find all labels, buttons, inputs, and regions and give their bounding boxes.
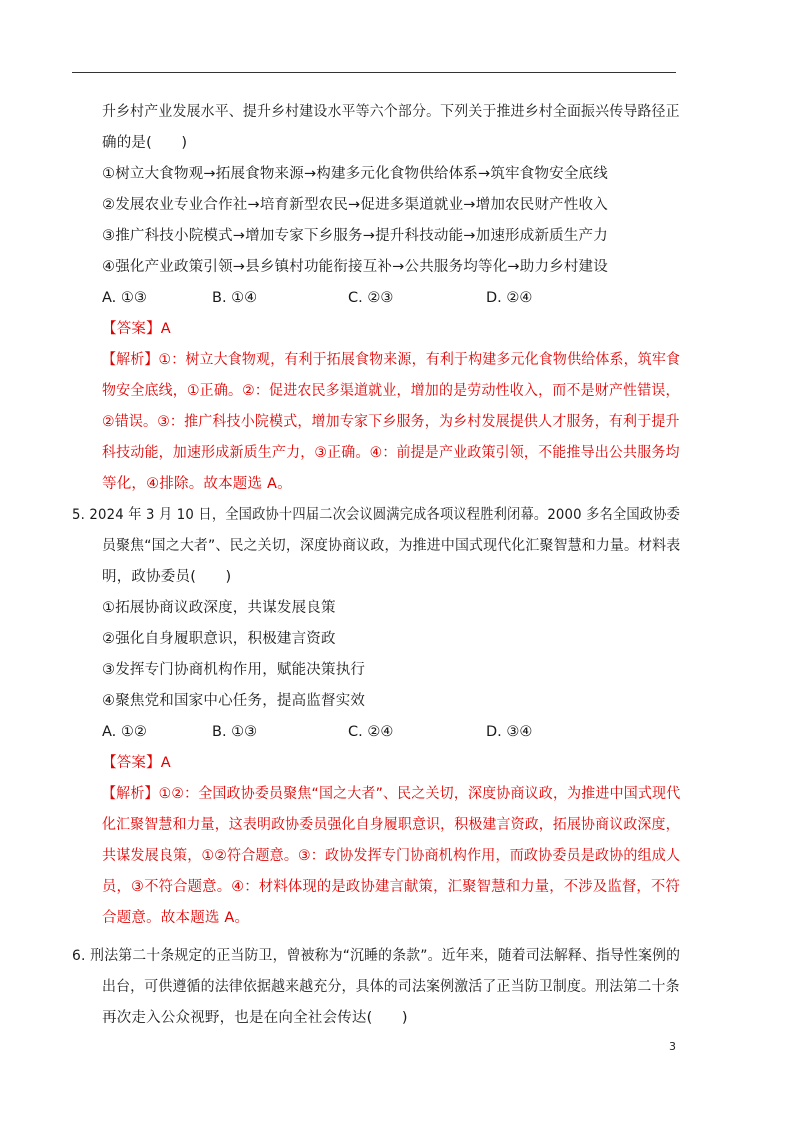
q4-option-a: A. ①③	[102, 290, 147, 306]
q4-analysis-line: ②错误。③：推广科技小院模式，增加专家下乡服务，为乡村发展提供人才服务，有利于提升	[102, 414, 680, 430]
q4-analysis-line: 【解析】①：树立大食物观，有利于拓展食物来源，有利于构建多元化食物供给体系，筑牢食	[102, 352, 681, 368]
q5-analysis-line: 合题意。故本题选 A。	[102, 910, 250, 926]
q5-stem-line: 明，政协委员( )	[102, 569, 232, 585]
q4-stem-line: 升乡村产业发展水平、提升乡村建设水平等六个部分。下列关于推进乡村全面振兴传导路径正	[102, 104, 680, 120]
q4-option-b: B. ①④	[212, 290, 258, 306]
q6-stem-line: 再次走入公众视野，也是在向全社会传达( )	[102, 1010, 408, 1026]
q4-option-d: D. ②④	[486, 290, 533, 306]
q5-analysis-line: 员，③不符合题意。④：材料体现的是政协建言献策，汇聚智慧和力量，不涉及监督，不符	[102, 879, 680, 895]
q4-option-c: C. ②③	[348, 290, 394, 306]
q4-item: ④强化产业政策引领→县乡镇村功能衔接互补→公共服务均等化→助力乡村建设	[102, 259, 608, 275]
q4-item: ②发展农业专业合作社→培育新型农民→促进多渠道就业→增加农民财产性收入	[102, 197, 608, 213]
q5-item: ①拓展协商议政深度，共谋发展良策	[102, 600, 336, 616]
q5-stem-line: 员聚焦“国之大者”、民之关切，深度协商议政，为推进中国式现代化汇聚智慧和力量。材料表	[102, 538, 681, 554]
q4-answer: 【答案】A	[102, 321, 171, 337]
q5-analysis-line: 化汇聚智慧和力量，这表明政协委员强化自身履职意识，积极建言资政，拓展协商议政深度，	[102, 817, 680, 833]
q5-item: ④聚焦党和国家中心任务，提高监督实效	[102, 693, 366, 709]
q4-item: ③推广科技小院模式→增加专家下乡服务→提升科技动能→加速形成新质生产力	[102, 228, 608, 244]
q6-stem-line: 6. 刑法第二十条规定的正当防卫，曾被称为“沉睡的条款”。近年来，随着司法解释、指导性案例的	[72, 948, 681, 964]
q4-analysis-line: 物安全底线，①正确。②：促进农民多渠道就业，增加的是劳动性收入，而不是财产性错误，	[102, 383, 680, 399]
q5-item: ③发挥专门协商机构作用，赋能决策执行	[102, 662, 366, 678]
q5-option-d: D. ③④	[486, 724, 533, 740]
q5-analysis-line: 共谋发展良策，①②符合题意。③：政协发挥专门协商机构作用，而政协委员是政协的组成人	[102, 848, 681, 864]
q5-answer: 【答案】A	[102, 755, 171, 771]
q5-item: ②强化自身履职意识，积极建言资政	[102, 631, 336, 647]
q5-analysis-line: 【解析】①②：全国政协委员聚焦“国之大者”、民之关切，深度协商议政，为推进中国式现代	[102, 786, 681, 802]
q4-analysis-line: 等化，④排除。故本题选 A。	[102, 476, 292, 492]
page-number: 3	[669, 1040, 676, 1053]
q4-stem-line: 确的是( )	[102, 135, 188, 151]
header-rule	[72, 72, 676, 73]
q5-option-a: A. ①②	[102, 724, 147, 740]
q5-stem-line: 5. 2024 年 3 月 10 日，全国政协十四届二次会议圆满完成各项议程胜利闭幕。2000 多名全国政协委	[72, 507, 681, 523]
q5-option-c: C. ②④	[348, 724, 394, 740]
q4-item: ①树立大食物观→拓展食物来源→构建多元化食物供给体系→筑牢食物安全底线	[102, 166, 608, 182]
q5-option-b: B. ①③	[212, 724, 258, 740]
q6-stem-line: 出台，可供遵循的法律依据越来越充分，具体的司法案例激活了正当防卫制度。刑法第二十条	[102, 979, 680, 995]
q4-analysis-line: 科技动能，加速形成新质生产力，③正确。④：前提是产业政策引领，不能推导出公共服务均	[102, 445, 680, 461]
